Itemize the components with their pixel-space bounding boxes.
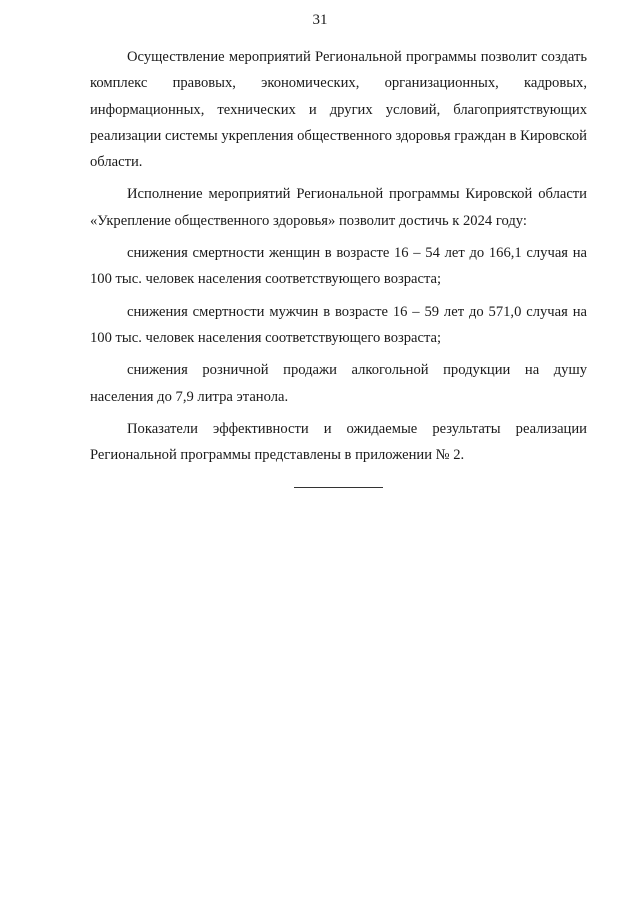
paragraph-female-mortality: снижения смертности женщин в возрасте 16 – 54 лет до 166,1 случая на 100 тыс. человек населения соответствующего возраста;: [90, 245, 587, 288]
end-separator-line: [294, 487, 383, 488]
paragraph-male-mortality: снижения смертности мужчин в возрасте 16 – 59 лет до 571,0 случая на 100 тыс. человек населения соответствующего возраста;: [90, 303, 587, 346]
paragraph-indicators-reference: Показатели эффективности и ожидаемые результаты реализации Региональной программы представлены в приложении № 2.: [90, 420, 587, 464]
paragraph-alcohol-sales: снижения розничной продажи алкогольной продукции на душу населения до 7,9 литра этанола.: [90, 362, 587, 405]
document-body: [90, 44, 587, 474]
paragraph-outcomes-intro: Осуществление мероприятий Региональной программы позволит создать комплекс правовых, экономических, организационных, кадровых, информационных, технических и других условий, благоприятствующих реализации системы укрепления общественного здоровья граждан в Кировской области.: [90, 49, 587, 171]
page-number: 31: [312, 12, 328, 28]
paragraph-program-goals: Исполнение мероприятий Региональной программы Кировской области «Укрепление общественного здоровья» позволит достичь к 2024 году:: [90, 186, 587, 229]
